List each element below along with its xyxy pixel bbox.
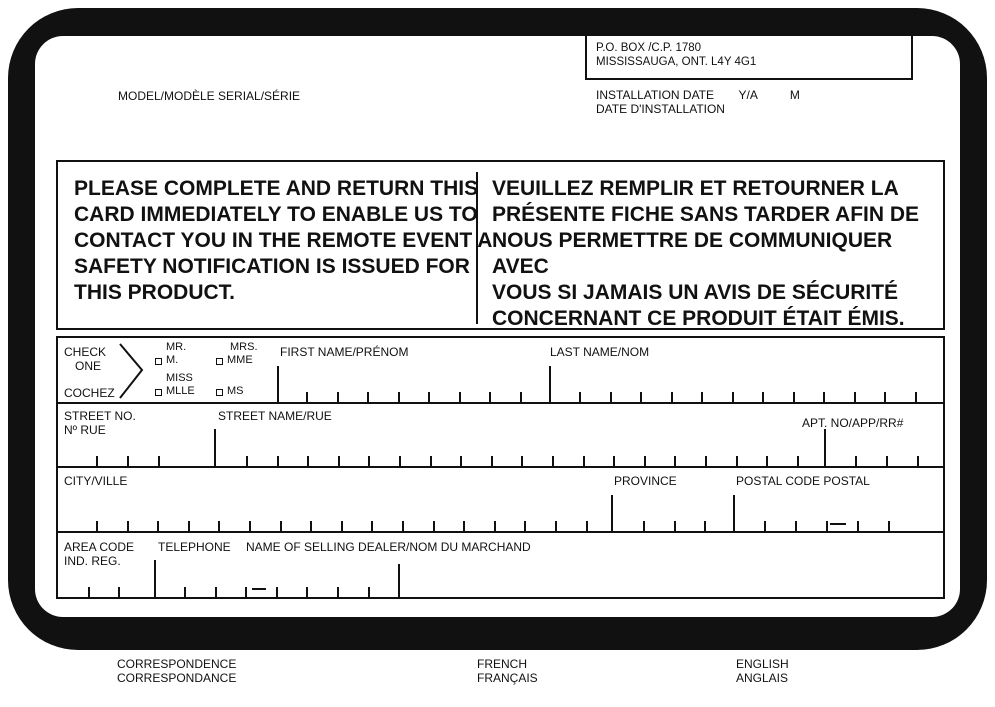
letter-box-tick [491,456,493,466]
letter-box-tick [398,392,400,402]
letter-box-tick [96,456,98,466]
title-checkbox-mme[interactable] [216,358,223,365]
letter-box-tick [521,456,523,466]
letter-box-tick [884,392,886,402]
english-en: ENGLISH [736,657,789,671]
letter-box-tick [367,392,369,402]
notice-fr-line: VEUILLEZ REMPLIR ET RETOURNER LA [492,177,899,200]
postal-code-dash [830,523,846,525]
letter-box-tick [888,521,890,531]
letter-box-tick [280,521,282,531]
letter-box-tick [118,587,120,597]
letter-box-tick [793,392,795,402]
english-option[interactable] [736,657,789,685]
po-box-text: P.O. BOX /C.P. 1780 [596,42,702,54]
letter-box-tick [158,456,160,466]
notice-english [74,176,492,306]
street-no-label: STREET NO. [64,409,136,423]
letter-box-tick [341,521,343,531]
notice-en-line: CONTACT YOU IN THE REMOTE EVENT A [74,229,493,252]
check-one-bracket [114,342,150,402]
letter-box-tick [307,456,309,466]
cochez-label: COCHEZ [64,386,115,400]
form-row-divider [58,402,943,404]
letter-box-tick [613,456,615,466]
model-serial-label: MODEL/MODÈLE SERIAL/SÉRIE [118,89,301,103]
letter-box-tick [705,456,707,466]
notice-fr-line: VOUS SI JAMAIS UN AVIS DE SÉCURITÉ [492,281,899,304]
check-one-label-2: ONE [75,359,102,373]
letter-box-tick [310,521,312,531]
french-fr: FRANÇAIS [477,671,538,685]
letter-box-tick [886,456,888,466]
title-checkbox-ms[interactable] [216,389,223,396]
letter-box-tick [797,456,799,466]
letter-box-tick [579,392,581,402]
ms-label: MS [227,385,244,397]
notice-box [56,160,945,330]
mr-label: MR. [166,341,187,353]
french-option[interactable] [477,657,538,685]
letter-box-tick [127,521,129,531]
correspondence-en: CORRESPONDENCE [117,657,237,671]
dealer-label: NAME OF SELLING DEALER/NOM DU MARCHAND [246,540,531,554]
first-name-label: FIRST NAME/PRÉNOM [280,345,409,359]
letter-box-tick [277,456,279,466]
apt-no-label: APT. NO/APP/RR# [802,416,904,430]
notice-french [492,176,943,332]
letter-box-tick [246,456,248,466]
installation-date-year: Y/A [738,88,758,102]
letter-box-tick [463,521,465,531]
letter-box-tick [337,392,339,402]
letter-box-tick [732,392,734,402]
form-row-divider [58,531,943,533]
title-checkbox-mlle[interactable] [155,389,162,396]
miss-label: MISS [166,372,193,384]
street-name-divider [214,429,216,466]
mrs-label: MRS. [230,341,258,353]
notice-fr-line: CONCERNANT CE PRODUIT ÉTAIT ÉMIS. [492,307,905,330]
letter-box-tick [218,521,220,531]
street-name-label: STREET NAME/RUE [218,409,332,423]
letter-box-tick [368,587,370,597]
letter-box-tick [555,521,557,531]
letter-box-tick [428,392,430,402]
telephone-label: TELEPHONE [158,540,231,554]
province-divider [611,495,613,531]
letter-box-tick [644,456,646,466]
registration-form [56,336,945,599]
letter-box-tick [586,521,588,531]
french-en: FRENCH [477,657,527,671]
letter-box-tick [610,392,612,402]
letter-box-tick [552,456,554,466]
city-address-text: MISSISSAUGA, ONT. L4Y 4G1 [596,56,757,68]
letter-box-tick [489,392,491,402]
mailing-address-box [585,36,913,80]
title-checkbox-m[interactable] [155,358,162,365]
letter-box-tick [399,456,401,466]
letter-box-tick [157,521,159,531]
letter-box-tick [520,392,522,402]
form-row-divider [58,466,943,468]
installation-date-en: INSTALLATION DATE [596,88,715,102]
installation-date-month: M [789,88,800,102]
notice-en-line: PLEASE COMPLETE AND RETURN THIS [74,177,479,200]
letter-box-tick [671,392,673,402]
notice-en-line: CARD IMMEDIATELY TO ENABLE US TO [74,203,478,226]
postal-code-label: POSTAL CODE POSTAL [736,474,870,488]
letter-box-tick [766,456,768,466]
letter-box-tick [371,521,373,531]
notice-en-line: THIS PRODUCT. [74,281,236,304]
letter-box-tick [583,456,585,466]
letter-box-tick [795,521,797,531]
telephone-divider [154,560,156,597]
letter-box-tick [96,521,98,531]
last-name-label: LAST NAME/NOM [550,345,650,359]
letter-box-tick [433,521,435,531]
letter-box-tick [854,392,856,402]
letter-box-tick [524,521,526,531]
letter-box-tick [88,587,90,597]
dealer-divider [398,564,400,597]
letter-box-tick [494,521,496,531]
letter-box-tick [337,587,339,597]
letter-box-tick [306,392,308,402]
letter-box-tick [764,521,766,531]
letter-box-tick [704,521,706,531]
letter-box-tick [459,392,461,402]
area-code-label-2: IND. REG. [64,554,121,568]
letter-box-tick [701,392,703,402]
notice-fr-line: NOUS PERMETTRE DE COMMUNIQUER AVEC [492,229,893,278]
letter-box-tick [460,456,462,466]
m-label: M. [166,354,179,366]
letter-box-tick [855,456,857,466]
letter-box-tick [245,587,247,597]
telephone-dash [252,588,266,590]
letter-box-tick [826,521,828,531]
city-label: CITY/VILLE [64,474,128,488]
street-no-label-2: Nº RUE [64,423,106,437]
letter-box-tick [823,392,825,402]
letter-box-tick [127,456,129,466]
correspondence-label [117,657,236,685]
letter-box-tick [674,456,676,466]
letter-box-tick [674,521,676,531]
apt-no-divider [824,429,826,466]
installation-date-label [596,88,800,102]
province-label: PROVINCE [614,474,677,488]
notice-fr-line: PRÉSENTE FICHE SANS TARDER AFIN DE [492,203,920,226]
letter-box-tick [917,456,919,466]
letter-box-tick [430,456,432,466]
mme-label: MME [227,354,253,366]
english-fr: ANGLAIS [736,671,789,685]
letter-box-tick [249,521,251,531]
letter-box-tick [184,587,186,597]
mlle-label: MLLE [166,385,195,397]
letter-box-tick [276,587,278,597]
postal-code-divider [733,495,735,531]
correspondence-fr: CORRESPONDANCE [117,671,237,685]
letter-box-tick [306,587,308,597]
last-name-divider [549,366,551,402]
notice-en-line: SAFETY NOTIFICATION IS ISSUED FOR [74,255,470,278]
letter-box-tick [640,392,642,402]
first-name-divider [277,366,279,402]
area-code-label: AREA CODE [64,540,135,554]
letter-box-tick [338,456,340,466]
installation-date-fr: DATE D'INSTALLATION [596,102,725,116]
letter-box-tick [762,392,764,402]
letter-box-tick [215,587,217,597]
letter-box-tick [643,521,645,531]
letter-box-tick [915,392,917,402]
letter-box-tick [402,521,404,531]
check-one-label: CHECK [64,345,107,359]
letter-box-tick [857,521,859,531]
letter-box-tick [188,521,190,531]
letter-box-tick [368,456,370,466]
letter-box-tick [736,456,738,466]
